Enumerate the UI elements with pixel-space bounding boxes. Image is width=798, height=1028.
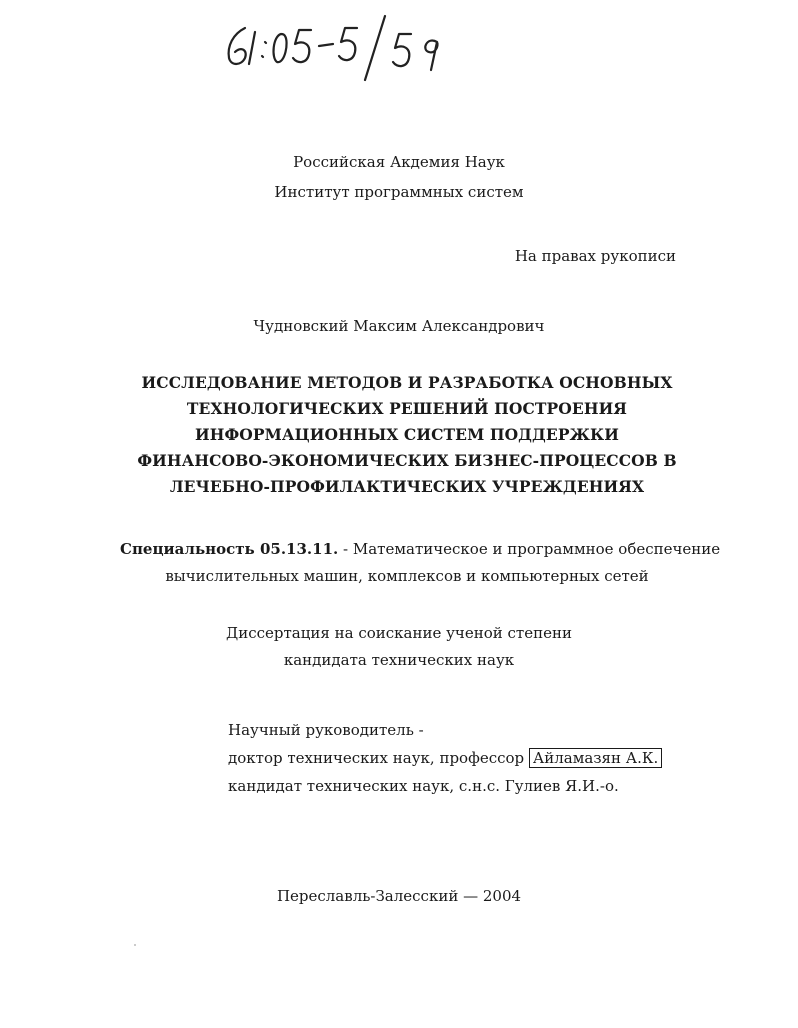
advisors-heading: Научный руководитель -: [228, 721, 424, 739]
scan-speck: [134, 944, 136, 946]
specialty-label: Специальность 05.13.11.: [120, 540, 339, 558]
co-advisor: кандидат технических наук, с.н.с. Гулиев Я.И.-о.: [228, 777, 619, 795]
title-line: ИССЛЕДОВАНИЕ МЕТОДОВ И РАЗРАБОТКА ОСНОВНЫХ: [141, 373, 673, 392]
specialty-text: - Математическое и программное обеспечение: [338, 540, 721, 558]
dissertation-title: [100, 370, 714, 500]
rights-note: На правах рукописи: [514, 247, 676, 265]
title-line: ФИНАНСОВО-ЭКОНОМИЧЕСКИХ БИЗНЕС-ПРОЦЕССОВ В: [137, 451, 677, 470]
specialty-block: [120, 536, 721, 590]
advisor-name-boxed: Айламазян А.К.: [529, 748, 662, 768]
degree-line: кандидата технических наук: [283, 651, 515, 669]
institute-name: Институт программных систем: [274, 183, 524, 201]
author-name: Чудновский Максим Александрович: [253, 317, 545, 335]
advisors-block: [228, 716, 662, 800]
degree-line: Диссертация на соискание ученой степени: [226, 624, 572, 642]
degree-block: [0, 620, 798, 674]
advisor-title: доктор технических наук, профессор: [228, 749, 529, 767]
title-line: ИНФОРМАЦИОННЫХ СИСТЕМ ПОДДЕРЖКИ: [195, 425, 619, 444]
specialty-text-continued: вычислительных машин, комплексов и компьютерных сетей: [165, 567, 649, 585]
place-and-year: Переславль-Залесский — 2004: [276, 887, 522, 905]
title-line: ТЕХНОЛОГИЧЕСКИХ РЕШЕНИЙ ПОСТРОЕНИЯ: [186, 399, 628, 418]
academy-name: Российская Акдемия Наук: [293, 153, 505, 171]
handwritten-archive-code: [215, 12, 475, 84]
title-line: ЛЕЧЕБНО-ПРОФИЛАКТИЧЕСКИХ УЧРЕЖДЕНИЯХ: [169, 477, 645, 496]
